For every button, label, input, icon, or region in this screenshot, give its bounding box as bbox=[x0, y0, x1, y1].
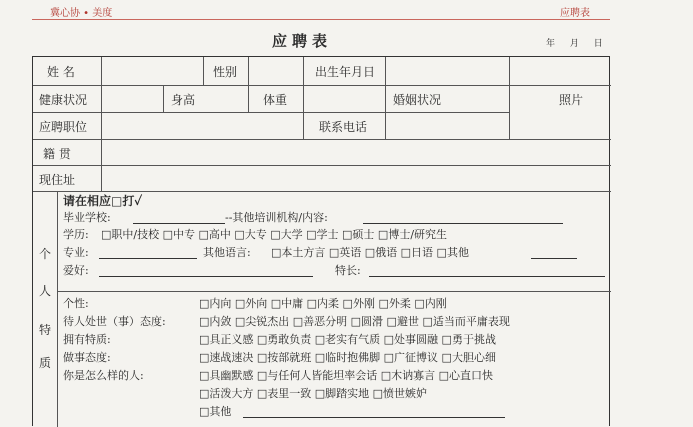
col-divider bbox=[248, 85, 249, 112]
hobby-label: 爱好: bbox=[63, 264, 89, 277]
col-divider bbox=[385, 85, 386, 112]
col-divider bbox=[163, 85, 164, 112]
section-char: 人 bbox=[39, 284, 52, 298]
trait-label: 个性: bbox=[63, 297, 89, 310]
col-divider bbox=[385, 112, 386, 139]
origin-label: 籍 贯 bbox=[43, 147, 71, 161]
height-label: 身高 bbox=[171, 93, 196, 107]
trait-options[interactable]: □具正义感 □勇敢负责 □老实有气质 □处事圆融 □勇于挑战 bbox=[199, 333, 496, 346]
degree-options[interactable]: □职中/技校 □中专 □高中 □大专 □大学 □学士 □硕士 □博士/研究生 bbox=[101, 228, 448, 241]
name-label: 姓 名 bbox=[47, 65, 75, 79]
skill-field[interactable] bbox=[369, 276, 605, 277]
checkbox-hint: 请在相应□打✓ bbox=[63, 194, 143, 208]
col-divider bbox=[101, 57, 102, 191]
phone-label: 联系电话 bbox=[319, 120, 368, 134]
skill-label: 特长: bbox=[335, 264, 361, 277]
header-org: 冀心协 • 美度 bbox=[50, 8, 113, 19]
trait-label: 做事态度: bbox=[63, 351, 111, 364]
section-divider bbox=[57, 191, 58, 427]
row-divider bbox=[33, 112, 509, 113]
address-label: 现住址 bbox=[39, 173, 76, 187]
header-doc-name: 应聘表 bbox=[560, 8, 590, 19]
trait-options[interactable]: □具幽默感 □与任何人皆能坦率会话 □木讷寡言 □心直口快 bbox=[199, 369, 494, 382]
training-field[interactable] bbox=[363, 223, 563, 224]
training-label: --其他培训机构/内容: bbox=[225, 211, 328, 224]
photo-label: 照片 bbox=[559, 93, 584, 107]
language-label: 其他语言: bbox=[203, 246, 251, 259]
trait-label: 待人处世（事）态度: bbox=[63, 315, 166, 328]
row-divider bbox=[57, 291, 611, 292]
header-rule bbox=[32, 19, 610, 20]
health-label: 健康状况 bbox=[39, 93, 88, 107]
trait-other-field[interactable] bbox=[243, 417, 505, 418]
row-divider bbox=[33, 85, 611, 86]
form-title: 应聘表 bbox=[272, 32, 333, 50]
marital-label: 婚姻状况 bbox=[393, 93, 442, 107]
hobby-field[interactable] bbox=[99, 276, 313, 277]
school-field[interactable] bbox=[133, 223, 225, 224]
section-char: 个 bbox=[39, 247, 52, 261]
col-divider bbox=[303, 112, 304, 139]
col-divider bbox=[248, 57, 249, 85]
date-month: 月 bbox=[569, 39, 579, 49]
trait-options[interactable]: □速战速决 □按部就班 □临时抱佛脚 □广征博议 □大胆心细 bbox=[199, 351, 496, 364]
section-char: 特 bbox=[39, 323, 52, 337]
trait-options[interactable]: □内向 □外向 □中庸 □内柔 □外刚 □外柔 □内刚 bbox=[199, 297, 447, 310]
trait-label: 你是怎么样的人: bbox=[63, 369, 144, 382]
gender-label: 性别 bbox=[213, 65, 238, 79]
trait-options[interactable]: □活泼大方 □表里一致 □脚踏实地 □愤世嫉妒 bbox=[199, 387, 428, 400]
major-label: 专业: bbox=[63, 246, 89, 259]
major-field[interactable] bbox=[99, 258, 197, 259]
col-divider bbox=[203, 57, 204, 85]
date-year: 年 bbox=[546, 39, 556, 49]
col-divider bbox=[385, 57, 386, 85]
language-options[interactable]: □本土方言 □英语 □俄语 □日语 □其他 bbox=[271, 246, 469, 259]
birth-label: 出生年月日 bbox=[315, 65, 376, 79]
row-divider bbox=[33, 165, 611, 166]
trait-options[interactable]: □其他 bbox=[199, 405, 232, 418]
photo-col-divider bbox=[509, 57, 510, 139]
date-line bbox=[546, 36, 615, 49]
trait-label: 拥有特质: bbox=[63, 333, 111, 346]
degree-label: 学历: bbox=[63, 228, 89, 241]
application-form bbox=[32, 56, 610, 426]
language-other-field[interactable] bbox=[531, 258, 577, 259]
section-char: 质 bbox=[39, 356, 52, 370]
date-day: 日 bbox=[593, 39, 603, 49]
weight-label: 体重 bbox=[263, 93, 288, 107]
row-divider bbox=[33, 139, 611, 140]
position-label: 应聘职位 bbox=[39, 120, 88, 134]
school-label: 毕业学校: bbox=[63, 211, 111, 224]
trait-options[interactable]: □内敛 □尖锐杰出 □善恶分明 □圆滑 □避世 □适当而平庸表现 bbox=[199, 315, 510, 328]
